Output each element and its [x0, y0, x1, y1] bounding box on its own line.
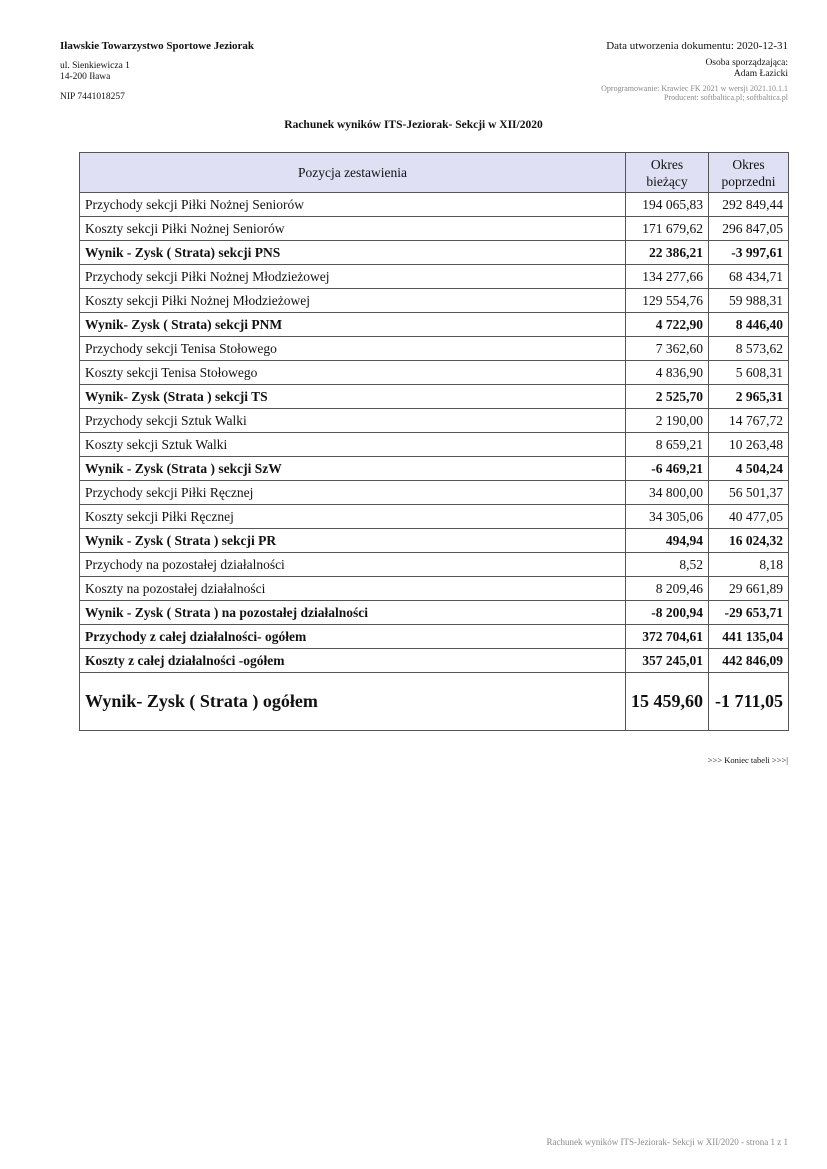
producer-info: Producent: softbaltica.pl; softbaltica.pl: [664, 93, 788, 102]
header-current-line2: bieżący: [646, 173, 688, 189]
row-current-value: 357 245,01: [626, 649, 709, 673]
row-label: Koszty z całej działalności -ogółem: [80, 649, 626, 673]
row-previous-value: 442 846,09: [709, 649, 789, 673]
row-previous-value: 40 477,05: [709, 505, 789, 529]
row-current-value: 34 800,00: [626, 481, 709, 505]
row-current-value: 129 554,76: [626, 289, 709, 313]
row-current-value: 4 836,90: [626, 361, 709, 385]
document-title: Rachunek wyników ITS-Jeziorak- Sekcji w XII/2020: [284, 119, 543, 131]
row-label: Wynik - Zysk ( Strata ) sekcji PR: [80, 529, 626, 553]
row-previous-value: 16 024,32: [709, 529, 789, 553]
table-row-subtotal: [80, 529, 789, 553]
row-current-value: 2 190,00: [626, 409, 709, 433]
row-current-value: -8 200,94: [626, 601, 709, 625]
end-of-table-marker: >>> Koniec tabeli >>>|: [707, 755, 788, 765]
table-row: [80, 217, 789, 241]
org-nip: NIP 7441018257: [60, 92, 125, 102]
row-previous-value: 8,18: [709, 553, 789, 577]
page-footer: Rachunek wyników ITS-Jeziorak- Sekcji w XII/2020 - strona 1 z 1: [546, 1137, 788, 1147]
row-previous-value: 2 965,31: [709, 385, 789, 409]
row-previous-value: 296 847,05: [709, 217, 789, 241]
row-current-value: 2 525,70: [626, 385, 709, 409]
row-label: Wynik- Zysk (Strata ) sekcji TS: [80, 385, 626, 409]
header-current-period: [626, 153, 709, 193]
table-row: [80, 265, 789, 289]
row-label: Przychody sekcji Piłki Nożnej Młodzieżowej: [80, 265, 626, 289]
row-previous-value: 8 573,62: [709, 337, 789, 361]
row-label: Przychody sekcji Sztuk Walki: [80, 409, 626, 433]
row-previous-value: 4 504,24: [709, 457, 789, 481]
org-address-street: ul. Sienkiewicza 1: [60, 61, 130, 71]
row-label: Przychody sekcji Piłki Nożnej Seniorów: [80, 193, 626, 217]
row-previous-value: -3 997,61: [709, 241, 789, 265]
document-created-date: Data utworzenia dokumentu: 2020-12-31: [606, 40, 788, 52]
row-label: Przychody sekcji Piłki Ręcznej: [80, 481, 626, 505]
row-label: Koszty sekcji Piłki Nożnej Seniorów: [80, 217, 626, 241]
row-label: Przychody na pozostałej działalności: [80, 553, 626, 577]
table-row: [80, 361, 789, 385]
row-label: Koszty sekcji Piłki Ręcznej: [80, 505, 626, 529]
row-previous-value: 14 767,72: [709, 409, 789, 433]
table-row-subtotal: [80, 601, 789, 625]
row-previous-value: 5 608,31: [709, 361, 789, 385]
table-row-subtotal: [80, 625, 789, 649]
row-current-value: 372 704,61: [626, 625, 709, 649]
row-current-value: 134 277,66: [626, 265, 709, 289]
row-current-value: 22 386,21: [626, 241, 709, 265]
row-current-value: 8 209,46: [626, 577, 709, 601]
row-previous-value: 10 263,48: [709, 433, 789, 457]
row-label: Przychody z całej działalności- ogółem: [80, 625, 626, 649]
row-current-value: 4 722,90: [626, 313, 709, 337]
row-label: Przychody sekcji Tenisa Stołowego: [80, 337, 626, 361]
row-previous-value: 29 661,89: [709, 577, 789, 601]
row-label: Wynik- Zysk ( Strata) sekcji PNM: [80, 313, 626, 337]
org-address-city: 14-200 Iława: [60, 72, 111, 82]
table-row-subtotal: [80, 241, 789, 265]
row-current-value: 194 065,83: [626, 193, 709, 217]
table-row: [80, 337, 789, 361]
row-previous-value: 441 135,04: [709, 625, 789, 649]
table-row-subtotal: [80, 313, 789, 337]
row-current-value: 15 459,60: [626, 673, 709, 731]
preparer-label: Osoba sporządzająca:: [705, 58, 788, 68]
table-row: [80, 505, 789, 529]
row-current-value: 8,52: [626, 553, 709, 577]
header-previous-line1: Okres: [732, 156, 765, 172]
row-previous-value: -29 653,71: [709, 601, 789, 625]
row-label: Wynik - Zysk ( Strata ) na pozostałej działalności: [80, 601, 626, 625]
table-row-subtotal: [80, 457, 789, 481]
table-row-grand-total: [80, 673, 789, 731]
row-current-value: 494,94: [626, 529, 709, 553]
header-previous-line2: poprzedni: [721, 173, 776, 189]
row-previous-value: 8 446,40: [709, 313, 789, 337]
row-label: Koszty sekcji Tenisa Stołowego: [80, 361, 626, 385]
header-previous-period: [709, 153, 789, 193]
results-table: [79, 152, 789, 731]
row-label: Wynik - Zysk ( Strata) sekcji PNS: [80, 241, 626, 265]
table-row: [80, 577, 789, 601]
table-row: [80, 481, 789, 505]
table-row: [80, 409, 789, 433]
header-current-line1: Okres: [650, 156, 684, 172]
row-previous-value: 59 988,31: [709, 289, 789, 313]
table-row: [80, 289, 789, 313]
row-label: Koszty sekcji Piłki Nożnej Młodzieżowej: [80, 289, 626, 313]
row-previous-value: 56 501,37: [709, 481, 789, 505]
row-previous-value: 68 434,71: [709, 265, 789, 289]
table-row-subtotal: [80, 649, 789, 673]
row-previous-value: -1 711,05: [709, 673, 789, 731]
table-row: [80, 553, 789, 577]
preparer-name: Adam Łazicki: [733, 69, 788, 79]
row-current-value: -6 469,21: [626, 457, 709, 481]
table-row: [80, 193, 789, 217]
row-current-value: 8 659,21: [626, 433, 709, 457]
row-label: Wynik- Zysk ( Strata ) ogółem: [80, 673, 626, 731]
table-row-subtotal: [80, 385, 789, 409]
row-current-value: 7 362,60: [626, 337, 709, 361]
row-current-value: 34 305,06: [626, 505, 709, 529]
table-header-row: [80, 153, 789, 193]
row-previous-value: 292 849,44: [709, 193, 789, 217]
row-label: Koszty na pozostałej działalności: [80, 577, 626, 601]
row-current-value: 171 679,62: [626, 217, 709, 241]
row-label: Koszty sekcji Sztuk Walki: [80, 433, 626, 457]
org-name: Iławskie Towarzystwo Sportowe Jeziorak: [60, 40, 255, 52]
software-info: Oprogramowanie: Krawiec FK 2021 w wersji 2021.10.1.1: [601, 84, 788, 93]
table-row: [80, 433, 789, 457]
header-position: Pozycja zestawienia: [80, 153, 626, 193]
row-label: Wynik - Zysk (Strata ) sekcji SzW: [80, 457, 626, 481]
